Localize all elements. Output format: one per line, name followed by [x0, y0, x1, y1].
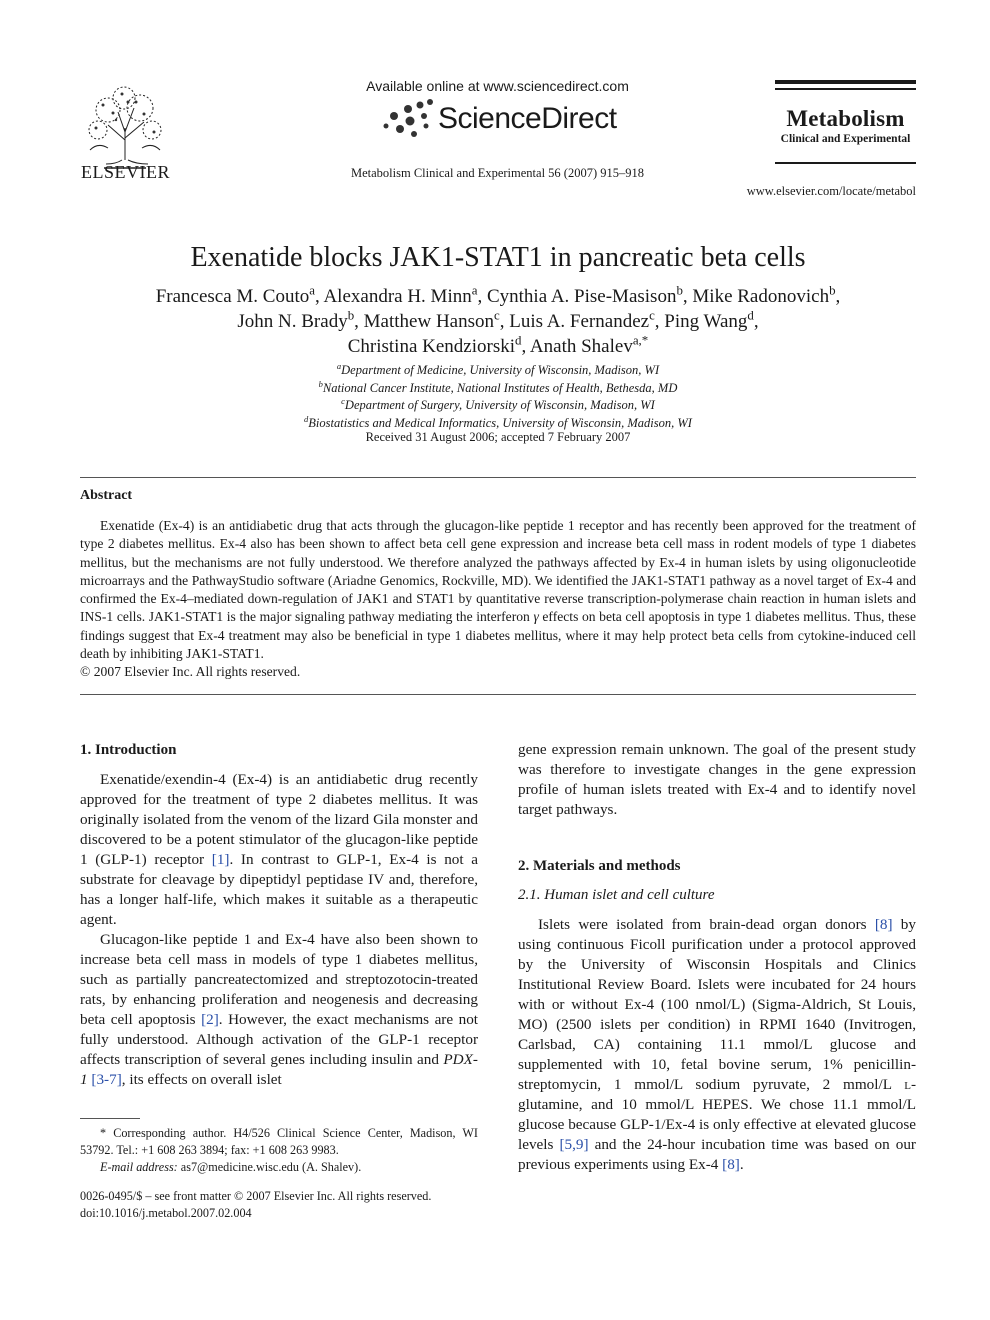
author-list [60, 284, 936, 359]
corresponding-author-footnote [80, 1125, 478, 1176]
author-affil-mark: a,* [632, 332, 649, 348]
abstract-copyright: © 2007 Elsevier Inc. All rights reserved. [80, 664, 301, 679]
citation-link[interactable]: [1] [211, 851, 230, 868]
author-affil-mark: d [747, 307, 754, 323]
journal-url-link[interactable]: www.elsevier.com/locate/metabol [746, 184, 916, 198]
author-separator: , [354, 311, 364, 332]
affiliation-text: Biostatistics and Medical Informatics, University of Wisconsin, Madison, WI [308, 415, 692, 430]
author-separator: , [499, 311, 510, 332]
paragraph-text: Glucagon-like peptide 1 and Ex-4 have also been shown to increase beta cell mass in models of type 1 diabetes mellitus, such as partially pancreatectomized and streptozotocin-treated rats, by enhancing proliferation and neogenesis and decreasing beta cell apoptosis [80, 931, 478, 1028]
sciencedirect-logo[interactable] [380, 96, 620, 142]
paragraph-text: . However, the exact mechanisms are not fully understood. Although activation of the GLP-1 receptor affects transcription of several genes including insulin and [80, 1011, 479, 1068]
journal-bottom-rule [775, 162, 916, 164]
sciencedirect-dots-icon [380, 96, 440, 142]
left-column [80, 740, 478, 1090]
citation-link[interactable]: [2] [201, 1011, 219, 1028]
journal-top-rule-thin [775, 88, 916, 90]
section-heading-methods: 2. Materials and methods [518, 858, 681, 874]
subsection-heading-islet-culture: 2.1. Human islet and cell culture [518, 887, 715, 903]
journal-logo-title: Metabolism [786, 106, 905, 131]
paragraph-text: by using continuous Ficoll purification under a protocol approved by the University of Wisconsin Hospitals and Clinics Institutional Review Board. Islets were incubated for 24 hours with or without Ex-4 (100 nmol/L) (Sigma-Aldrich, St Louis, MO) (2500 islets per condition) in RPMI 1640 (Invitrogen, Carlsbad, CA) containing 11.1 mmol/L glucose and supplemented with 10, fetal bovine serum, 1% penicillin-streptomycin, 1 mmol/L sodium pyruvate, 2 mmol/L [518, 916, 916, 1093]
abstract-gamma-symbol: γ [533, 609, 539, 625]
paragraph-text: , its effects on overall islet [121, 1071, 282, 1088]
intro-paragraph-2 [80, 930, 478, 1090]
journal-citation: Metabolism Clinical and Experimental 56 (2007) 915–918 [351, 166, 644, 180]
affiliation-mark: a [336, 360, 342, 371]
affiliation-text: National Cancer Institute, National Institutes of Health, Bethesda, MD [322, 380, 678, 395]
abstract-text-part: effects on beta cell apoptosis in type 1 diabetes mellitus. Thus, these findings suggest that Ex-4 treatment may also be beneficial in type 1 diabetes mellitus, where it may help protect beta cells from cytokine-induced cell death by inhibiting JAK1-STAT1. [80, 609, 916, 662]
affiliation [60, 362, 936, 380]
paragraph-text: Exenatide/exendin-4 (Ex-4) is an antidiabetic drug recently approved for the treatment of type 2 diabetes mellitus. It was originally isolated from the venom of the lizard Gila monster and discovered to be a potent stimulator of the glucagon-like peptide 1 (GLP-1) receptor [80, 771, 478, 868]
doi-line[interactable]: doi:10.1016/j.metabol.2007.02.004 [80, 1206, 252, 1220]
sciencedirect-wordmark: ScienceDirect [438, 102, 617, 135]
author-name[interactable]: Christina Kendziorski [347, 336, 516, 357]
abstract-top-rule [80, 477, 916, 478]
received-dates: Received 31 August 2006; accepted 7 February 2007 [365, 430, 631, 444]
paragraph-text: -glutamine, and 10 mmol/L HEPES. We chose 11.1 mmol/L glucose because GLP-1/Ex-4 is only effective at elevated glucose levels [518, 1076, 916, 1153]
affiliation-mark: d [304, 413, 309, 424]
author-separator: , [682, 286, 693, 307]
journal-top-rule-thick [775, 80, 916, 84]
email-label: E-mail address: [100, 1160, 178, 1174]
gene-name: PDX-1 [80, 1051, 478, 1088]
author-separator: , [521, 336, 530, 357]
abstract-text-part: Exenatide (Ex-4) is an antidiabetic drug that acts through the glucagon-like peptide 1 receptor and has recently been approved for the treatment of type 2 diabetes mellitus. Ex-4 also has been shown to affect beta cell gene expression and increase beta cell mass in rodent models of type 1 diabetes mellitus, but the mechanisms are not fully understood. We therefore analyzed the pathways affected by Ex-4 in human islets by using oligonucleotide microarrays and the PathwayStudio software (Ariadne Genomics, Rockville, MD). We identified the JAK1-STAT1 pathway as a novel target of Ex-4 and confirmed the Ex-4–mediated down-regulation of JAK1 and STAT1 by quantitative reverse transcription-polymerase chain reaction in human islets and INS-1 cells. JAK1-STAT1 is the major signaling pathway mediating the interferon [80, 518, 916, 625]
citation-link[interactable]: [8] [722, 1156, 740, 1173]
stereo-prefix: l [904, 1076, 911, 1093]
citation-link[interactable]: [5,9] [559, 1136, 589, 1153]
abstract-heading: Abstract [80, 488, 133, 503]
right-column [518, 740, 916, 1175]
affiliation-list [60, 362, 936, 432]
footnote-rule [80, 1118, 140, 1119]
intro-paragraph-1 [80, 770, 478, 930]
citation-link[interactable]: [8] [874, 916, 893, 933]
front-matter [80, 1188, 500, 1222]
author-separator: , [315, 286, 324, 307]
available-online-text[interactable]: Available online at www.sciencedirect.com [366, 78, 629, 94]
author-affil-mark: b [676, 282, 683, 298]
abstract-bottom-rule [80, 694, 916, 695]
affiliation-mark: c [341, 395, 345, 406]
footnote-corresponding: * Corresponding author. H4/526 Clinical Science Center, Madison, WI 53792. Tel.: +1 608 263 3894; fax: +1 608 263 9983. [80, 1126, 478, 1157]
author-separator: , [753, 311, 759, 332]
author-name[interactable]: Anath Shalev [529, 336, 633, 357]
issn-line: 0026-0495/$ – see front matter © 2007 Elsevier Inc. All rights reserved. [80, 1189, 432, 1203]
email-address-link[interactable]: as7@medicine.wisc.edu (A. Shalev). [177, 1160, 362, 1174]
elsevier-wordmark: ELSEVIER [81, 162, 170, 182]
journal-logo-subtitle: Clinical and Experimental [780, 133, 911, 145]
author-separator: , [654, 311, 665, 332]
author-affil-mark: b [347, 307, 355, 323]
author-name[interactable]: Mike Radonovich [692, 286, 830, 307]
affiliation-mark: b [318, 378, 323, 389]
author-affil-mark: d [515, 332, 522, 348]
author-affil-mark: a [471, 282, 478, 298]
methods-paragraph-1 [518, 915, 916, 1175]
affiliation-text: Department of Surgery, University of Wisconsin, Madison, WI [344, 398, 655, 412]
article-title: Exenatide blocks JAK1-STAT1 in pancreatic beta cells [190, 242, 806, 273]
author-name[interactable]: Luis A. Fernandez [509, 311, 650, 332]
paragraph-text: . In contrast to GLP-1, Ex-4 is not a substrate for cleavage by dipeptidyl peptidase IV and, therefore, has a longer half-life, which makes it suitable as a therapeutic agent. [80, 851, 479, 928]
affiliation [60, 397, 936, 415]
paragraph-text: . [739, 1156, 744, 1173]
author-separator: , [835, 286, 841, 307]
author-name[interactable]: Matthew Hanson [363, 311, 494, 332]
citation-link[interactable]: [3-7] [91, 1071, 122, 1088]
author-affil-mark: c [649, 307, 655, 323]
author-name[interactable]: Cynthia A. Pise-Masison [486, 286, 677, 307]
author-affil-mark: a [309, 282, 315, 298]
footnote-email [80, 1159, 478, 1176]
affiliation [60, 380, 936, 398]
author-separator: , [477, 286, 487, 307]
author-affil-mark: c [494, 307, 500, 323]
paragraph-text: Islets were isolated from brain-dead organ donors [538, 916, 875, 933]
author-name[interactable]: John N. Brady [237, 311, 348, 332]
abstract-text [80, 517, 916, 663]
affiliation-text: Department of Medicine, University of Wisconsin, Madison, WI [341, 363, 660, 377]
author-name[interactable]: Francesca M. Couto [155, 286, 310, 307]
elsevier-logo [78, 80, 173, 182]
author-affil-mark: b [829, 282, 836, 298]
author-name[interactable]: Alexandra H. Minn [323, 286, 472, 307]
section-heading-introduction: 1. Introduction [80, 742, 177, 758]
author-name[interactable]: Ping Wang [664, 311, 748, 332]
intro-paragraph-2-continued: gene expression remain unknown. The goal of the present study was therefore to investigate changes in the gene expression profile of human islets treated with Ex-4 and to identify novel target pathways. [518, 741, 916, 818]
paragraph-text: and the 24-hour incubation time was based on our previous experiments using Ex-4 [518, 1136, 916, 1173]
